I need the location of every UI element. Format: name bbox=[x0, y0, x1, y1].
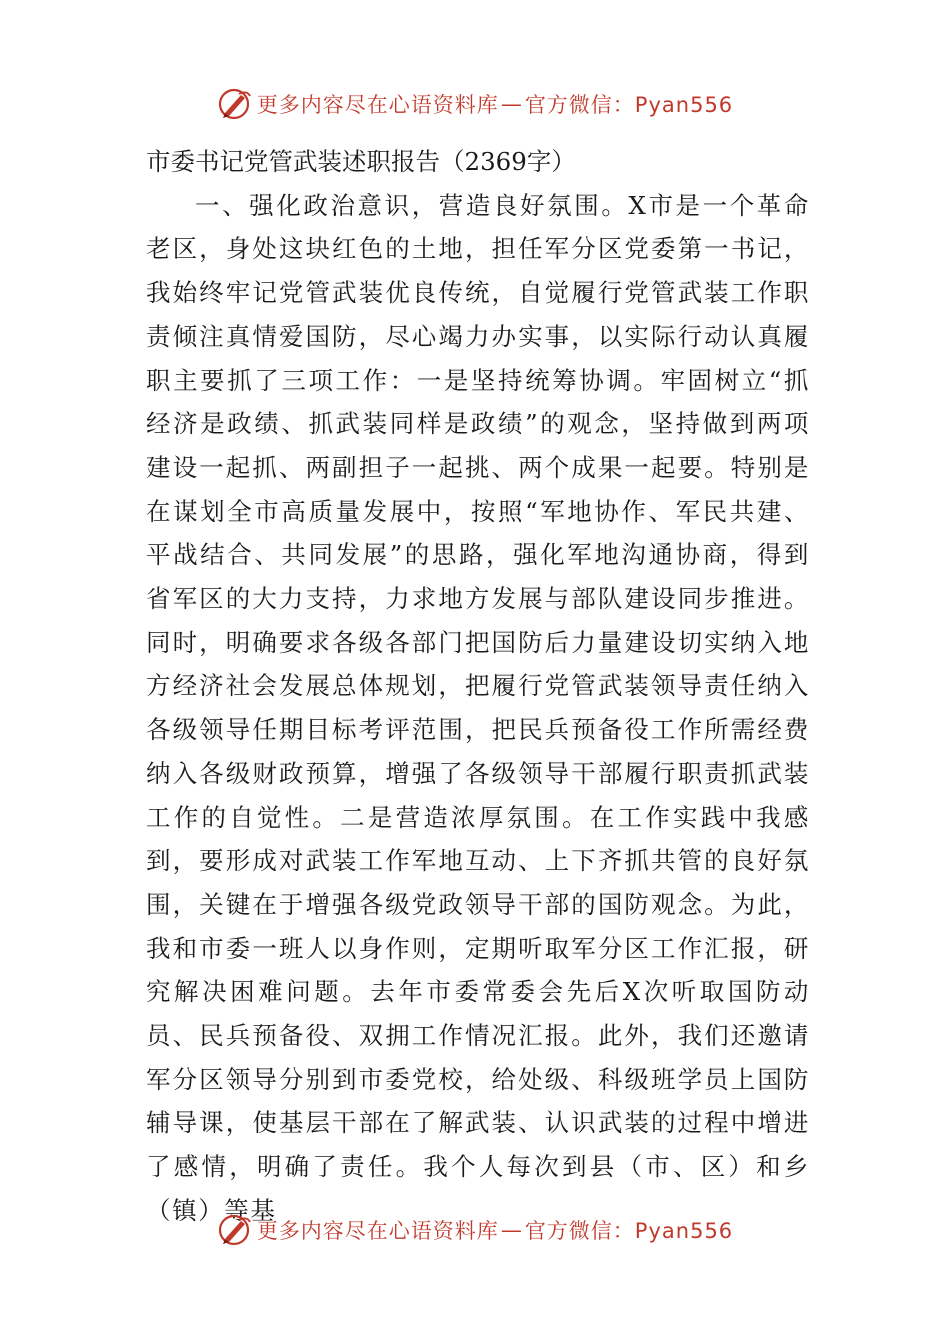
body-paragraph: 一、强化政治意识，营造良好氛围。X市是一个革命老区，身处这块红色的土地，担任军分区党委第一书记，我始终牢记党管武装优良传统，自觉履行党管武装工作职责倾注真情爱国防，尽心竭力办实事，以实际行动认真履职主要抓了三项工作：一是坚持统筹协调。牢固树立“抓经济是政绩、抓武装同样是政绩”的观念，坚持做到两项建设一起抓、两副担子一起挑、两个成果一起要。特别是在谋划全市高质量发展中，按照“军地协作、军民共建、平战结合、共同发展”的思路，强化军地沟通协商，得到省军区的大力支持，力求地方发展与部队建设同步推进。同时，明确要求各级各部门把国防后力量建设切实纳入地方经济社会发展总体规划，把履行党管武装领导责任纳入各级领导任期目标考评范围，把民兵预备役工作所需经费纳入各级财政预算，增强了各级领导干部履行职责抓武装工作的自觉性。二是营造浓厚氛围。在工作实践中我感到，要形成对武装工作军地互动、上下齐抓共管的良好氛围，关键在于增强各级党政领导干部的国防观念。为此，我和市委一班人以身作则，定期听取军分区工作汇报，研究解决困难问题。去年市委常委会先后X次听取国防动员、民兵预备役、双拥工作情况汇报。此外，我们还邀请军分区领导分别到市委党校，给处级、科级班学员上国防辅导课，使基层干部在了解武装、认识武装的过程中增进了感情，明确了责任。我个人每次到县（市、区）和乡（镇）等基 bbox=[146, 190, 810, 1225]
watermark-separator: — bbox=[500, 92, 523, 116]
pen-logo-icon bbox=[217, 1212, 253, 1248]
document-body bbox=[146, 140, 810, 1233]
watermark-separator: — bbox=[500, 1218, 523, 1242]
watermark-text: 更多内容尽在心语资料库 bbox=[256, 1219, 499, 1243]
watermark-footer bbox=[0, 1210, 950, 1250]
watermark-contact: 官方微信：Pyan556 bbox=[524, 93, 734, 117]
watermark-text: 更多内容尽在心语资料库 bbox=[256, 93, 499, 117]
watermark-contact: 官方微信：Pyan556 bbox=[524, 1219, 734, 1243]
pen-logo-icon bbox=[217, 86, 253, 122]
document-title: 市委书记党管武装述职报告（2369字） bbox=[146, 147, 576, 176]
watermark-header bbox=[0, 84, 950, 124]
